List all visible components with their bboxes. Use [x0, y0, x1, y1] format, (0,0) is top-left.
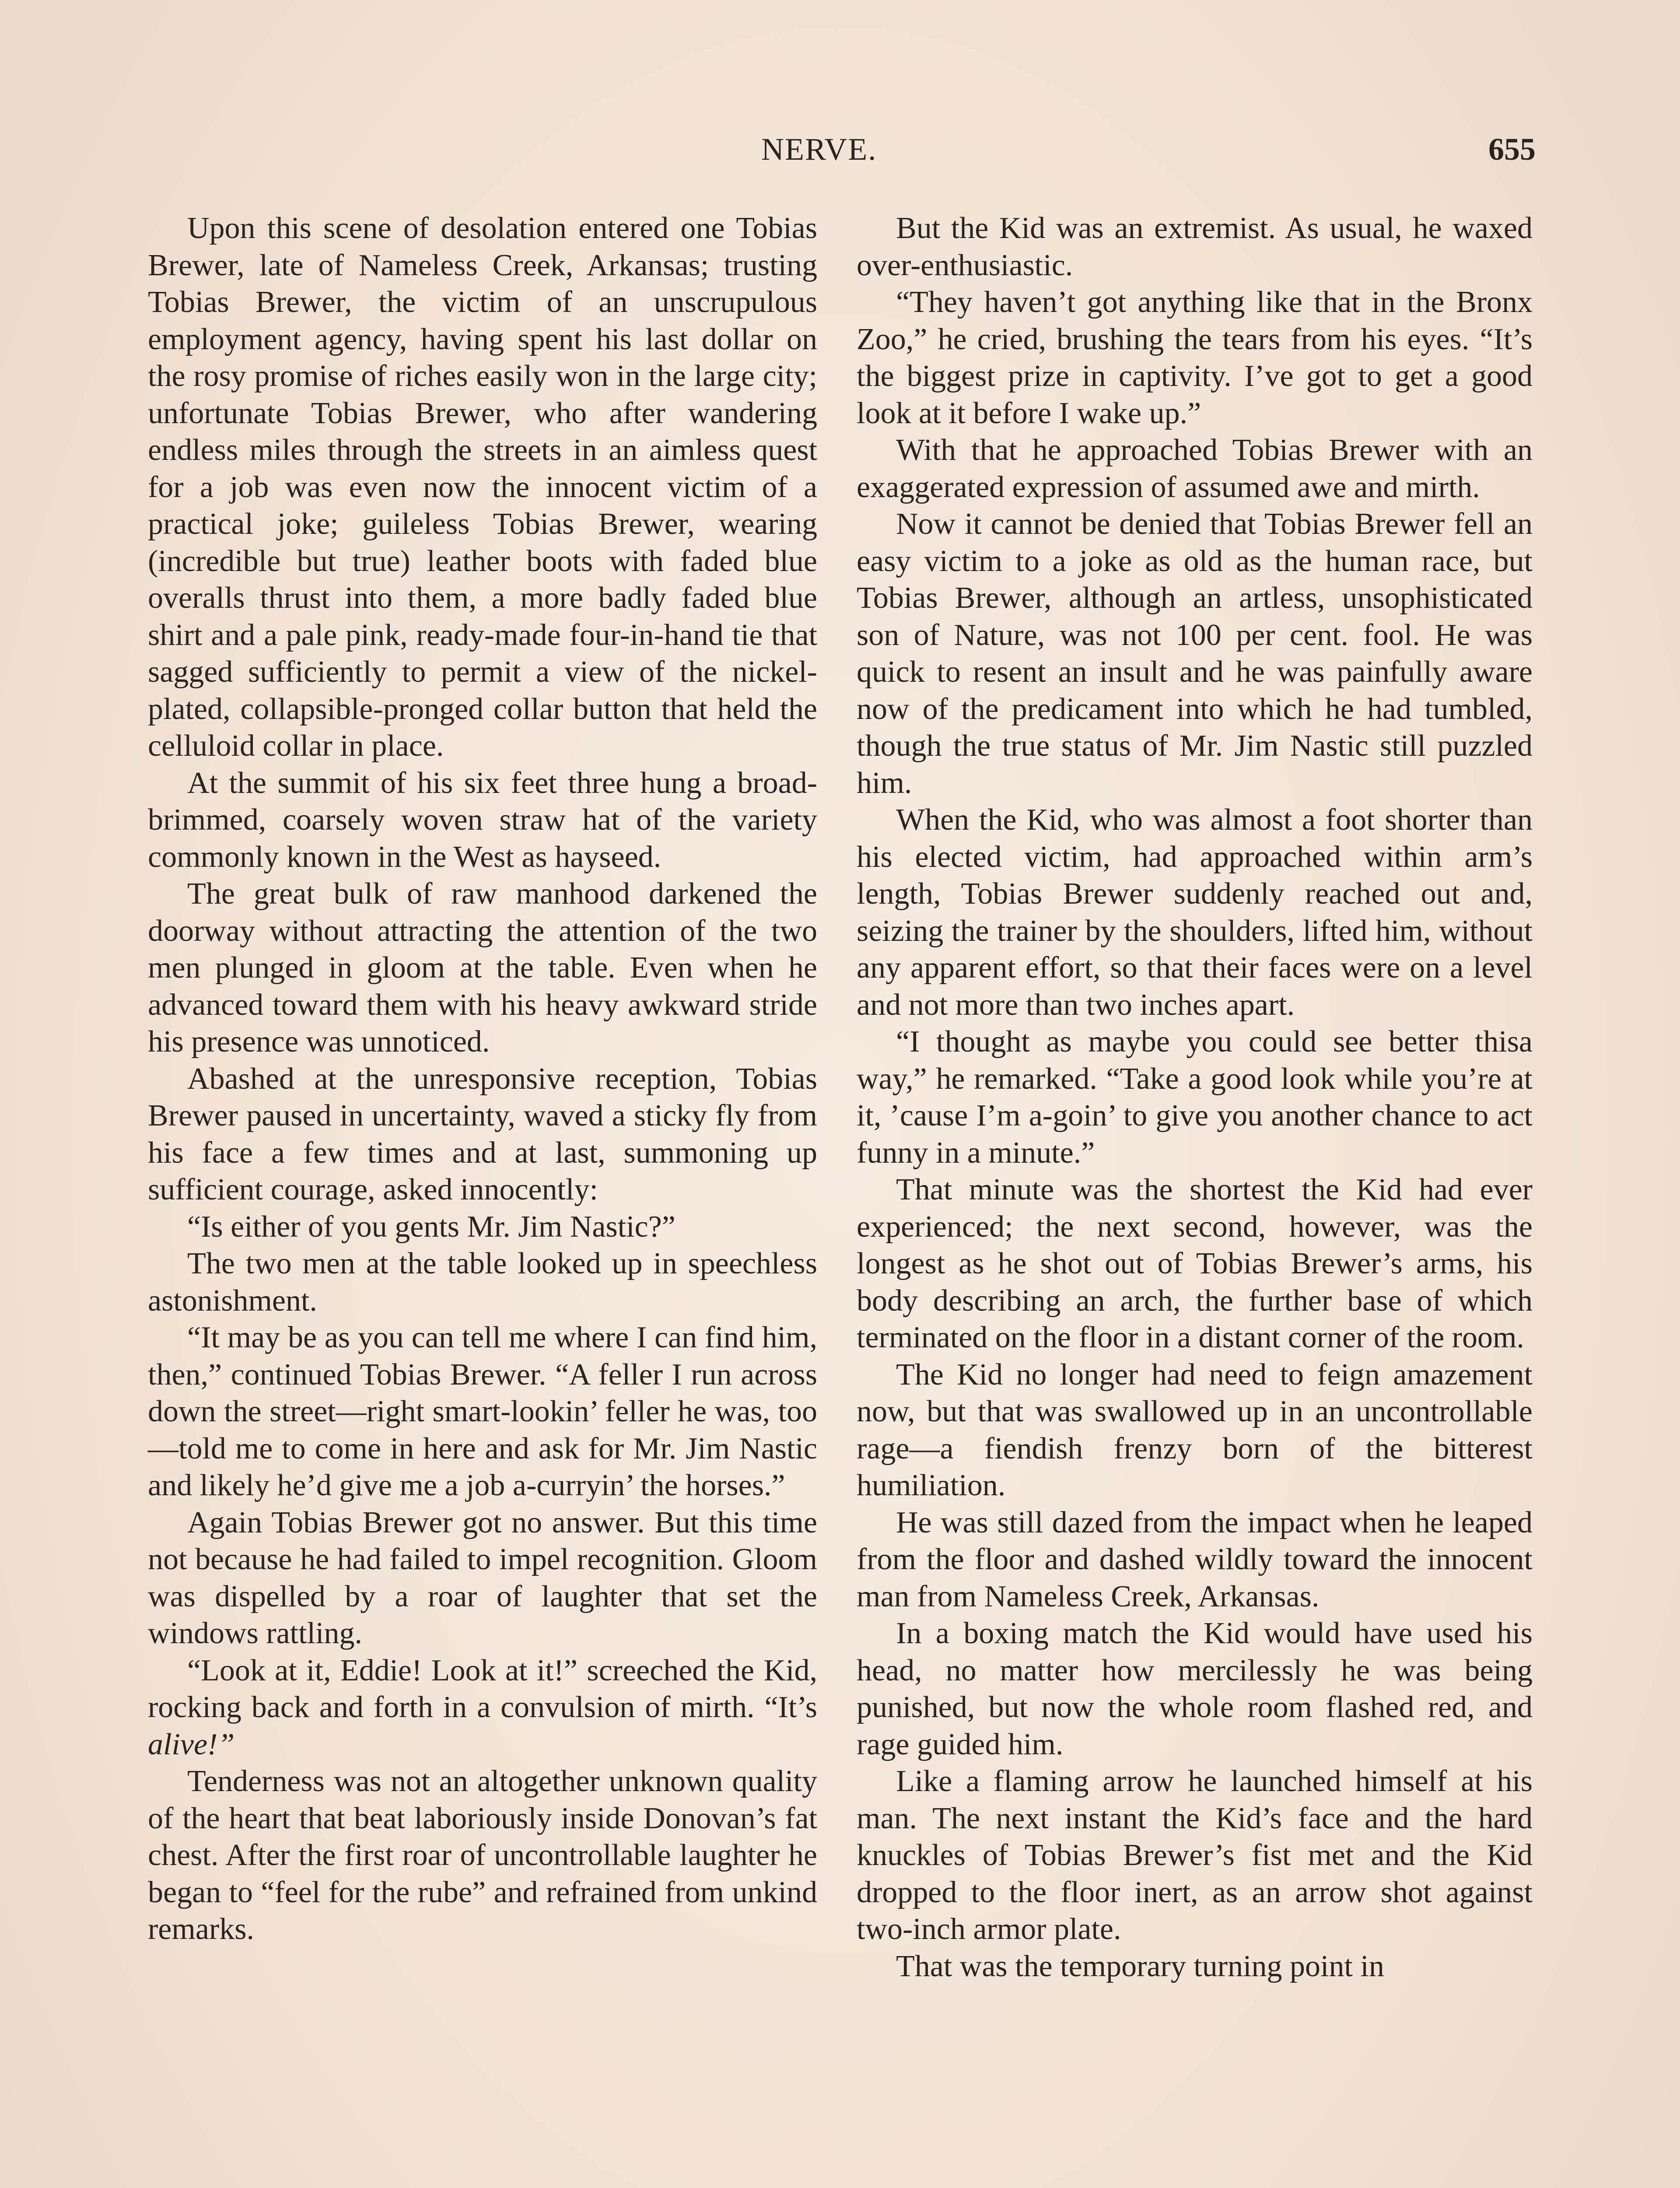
paragraph: The two men at the table looked up in speechless astonishment.	[148, 1247, 817, 1318]
paragraph: Like a flaming arrow he launched himself at his man. The next instant the Kid’s face and the hard knuckles of Tobias Brewer’s fist met and the Kid dropped to the floor inert, as an arrow shot against two-inch armor plate.	[857, 1764, 1533, 1946]
italic-text: alive!”	[148, 1727, 235, 1761]
paragraph: “They haven’t got anything like that in the Bronx Zoo,” he cried, brushing the tears from his eyes. “It’s the biggest prize in captivity. I’ve got to get a good look at it before I wake up.”	[857, 285, 1533, 430]
paragraph: The Kid no longer had need to feign amazement now, but that was swallowed up in an uncontrollable rage—a fiendish frenzy born of the bitterest humiliation.	[857, 1357, 1533, 1502]
paragraph: Upon this scene of desolation entered one Tobias Brewer, late of Nameless Creek, Arkansas; trusting Tobias Brewer, the victim of an unscrupulous employment agency, having spent his last dollar on the rosy promise of riches easily won in the large city; unfortunate Tobias Brewer, who after wandering endless miles through the streets in an aimless quest for a job was even now the innocent victim of a practical joke; guileless Tobias Brewer, wearing (incredible but true) leather boots with faded blue overalls thrust into them, a more badly faded blue shirt and a pale pink, ready-made four-in-hand tie that sagged sufficiently to permit a view of the nickel-plated, collapsible-pronged collar button that held the celluloid collar in place.	[148, 211, 817, 763]
paragraph-text: “Look at it, Eddie! Look at it!” screeched the Kid, rocking back and forth in a convulsion of mirth. “It’s	[148, 1653, 817, 1724]
paragraph: But the Kid was an extremist. As usual, he waxed over-enthusiastic.	[857, 211, 1533, 282]
paragraph: With that he approached Tobias Brewer with an exaggerated expression of assumed awe and mirth.	[857, 433, 1533, 504]
paragraph: He was still dazed from the impact when he leaped from the floor and dashed wildly toward the innocent man from Nameless Creek, Arkansas.	[857, 1505, 1533, 1613]
paragraph: That minute was the shortest the Kid had ever experienced; the next second, however, was the longest as he shot out of Tobias Brewer’s arms, his body describing an arch, the further base of which terminated on the floor in a distant corner of the room.	[857, 1173, 1533, 1354]
paragraph: When the Kid, who was almost a foot shorter than his elected victim, had approached within arm’s length, Tobias Brewer suddenly reached out and, seizing the trainer by the shoulders, lifted him, without any apparent effort, so that their faces were on a level and not more than two inches apart.	[857, 803, 1533, 1022]
running-head: NERVE.	[761, 132, 877, 167]
page-header	[0, 131, 1680, 184]
right-column	[857, 210, 1533, 1985]
left-column	[148, 210, 817, 1948]
paragraph: At the summit of his six feet three hung a broad-brimmed, coarsely woven straw hat of the variety commonly known in the West as hayseed.	[148, 766, 817, 874]
paragraph: In a boxing match the Kid would have used his head, no matter how mercilessly he was being punished, but now the whole room flashed red, and rage guided him.	[857, 1616, 1533, 1761]
paragraph: Tenderness was not an altogether unknown quality of the heart that beat laboriously inside Donovan’s fat chest. After the first roar of uncontrollable laughter he began to “feel for the rube” and refrained from unkind remarks.	[148, 1764, 817, 1946]
page-number: 655	[1488, 132, 1536, 167]
paragraph: “I thought as maybe you could see better thisa way,” he remarked. “Take a good look while you’re at it, ’cause I’m a-goin’ to give you another chance to act funny in a minute.”	[857, 1025, 1533, 1170]
paragraph: Again Tobias Brewer got no answer. But this time not because he had failed to impel recognition. Gloom was dispelled by a roar of laughter that set the windows rattling.	[148, 1505, 817, 1650]
paragraph: Abashed at the unresponsive reception, Tobias Brewer paused in uncertainty, waved a sticky fly from his face a few times and at last, summoning up sufficient courage, asked innocently:	[148, 1062, 817, 1206]
paragraph: “Is either of you gents Mr. Jim Nastic?”	[187, 1210, 676, 1244]
paragraph: Now it cannot be denied that Tobias Brewer fell an easy victim to a joke as old as the human race, but Tobias Brewer, although an artless, unsophisticated son of Nature, was not 100 per cent. fool. He was quick to resent an insult and he was painfully aware now of the predicament into which he had tumbled, though the true status of Mr. Jim Nastic still puzzled him.	[857, 507, 1533, 800]
paragraph: “It may be as you can tell me where I can find him, then,” continued Tobias Brewer. “A feller I run across down the street—right smart-lookin’ feller he was, too—told me to come in here and ask for Mr. Jim Nastic and likely he’d give me a job a-curryin’ the horses.”	[148, 1321, 817, 1502]
paragraph	[148, 1652, 817, 1764]
paragraph: The great bulk of raw manhood darkened the doorway without attracting the attention of the two men plunged in gloom at the table. Even when he advanced toward them with his heavy awkward stride his presence was unnoticed.	[148, 877, 817, 1059]
paragraph: That was the temporary turning point in	[896, 1949, 1384, 1983]
